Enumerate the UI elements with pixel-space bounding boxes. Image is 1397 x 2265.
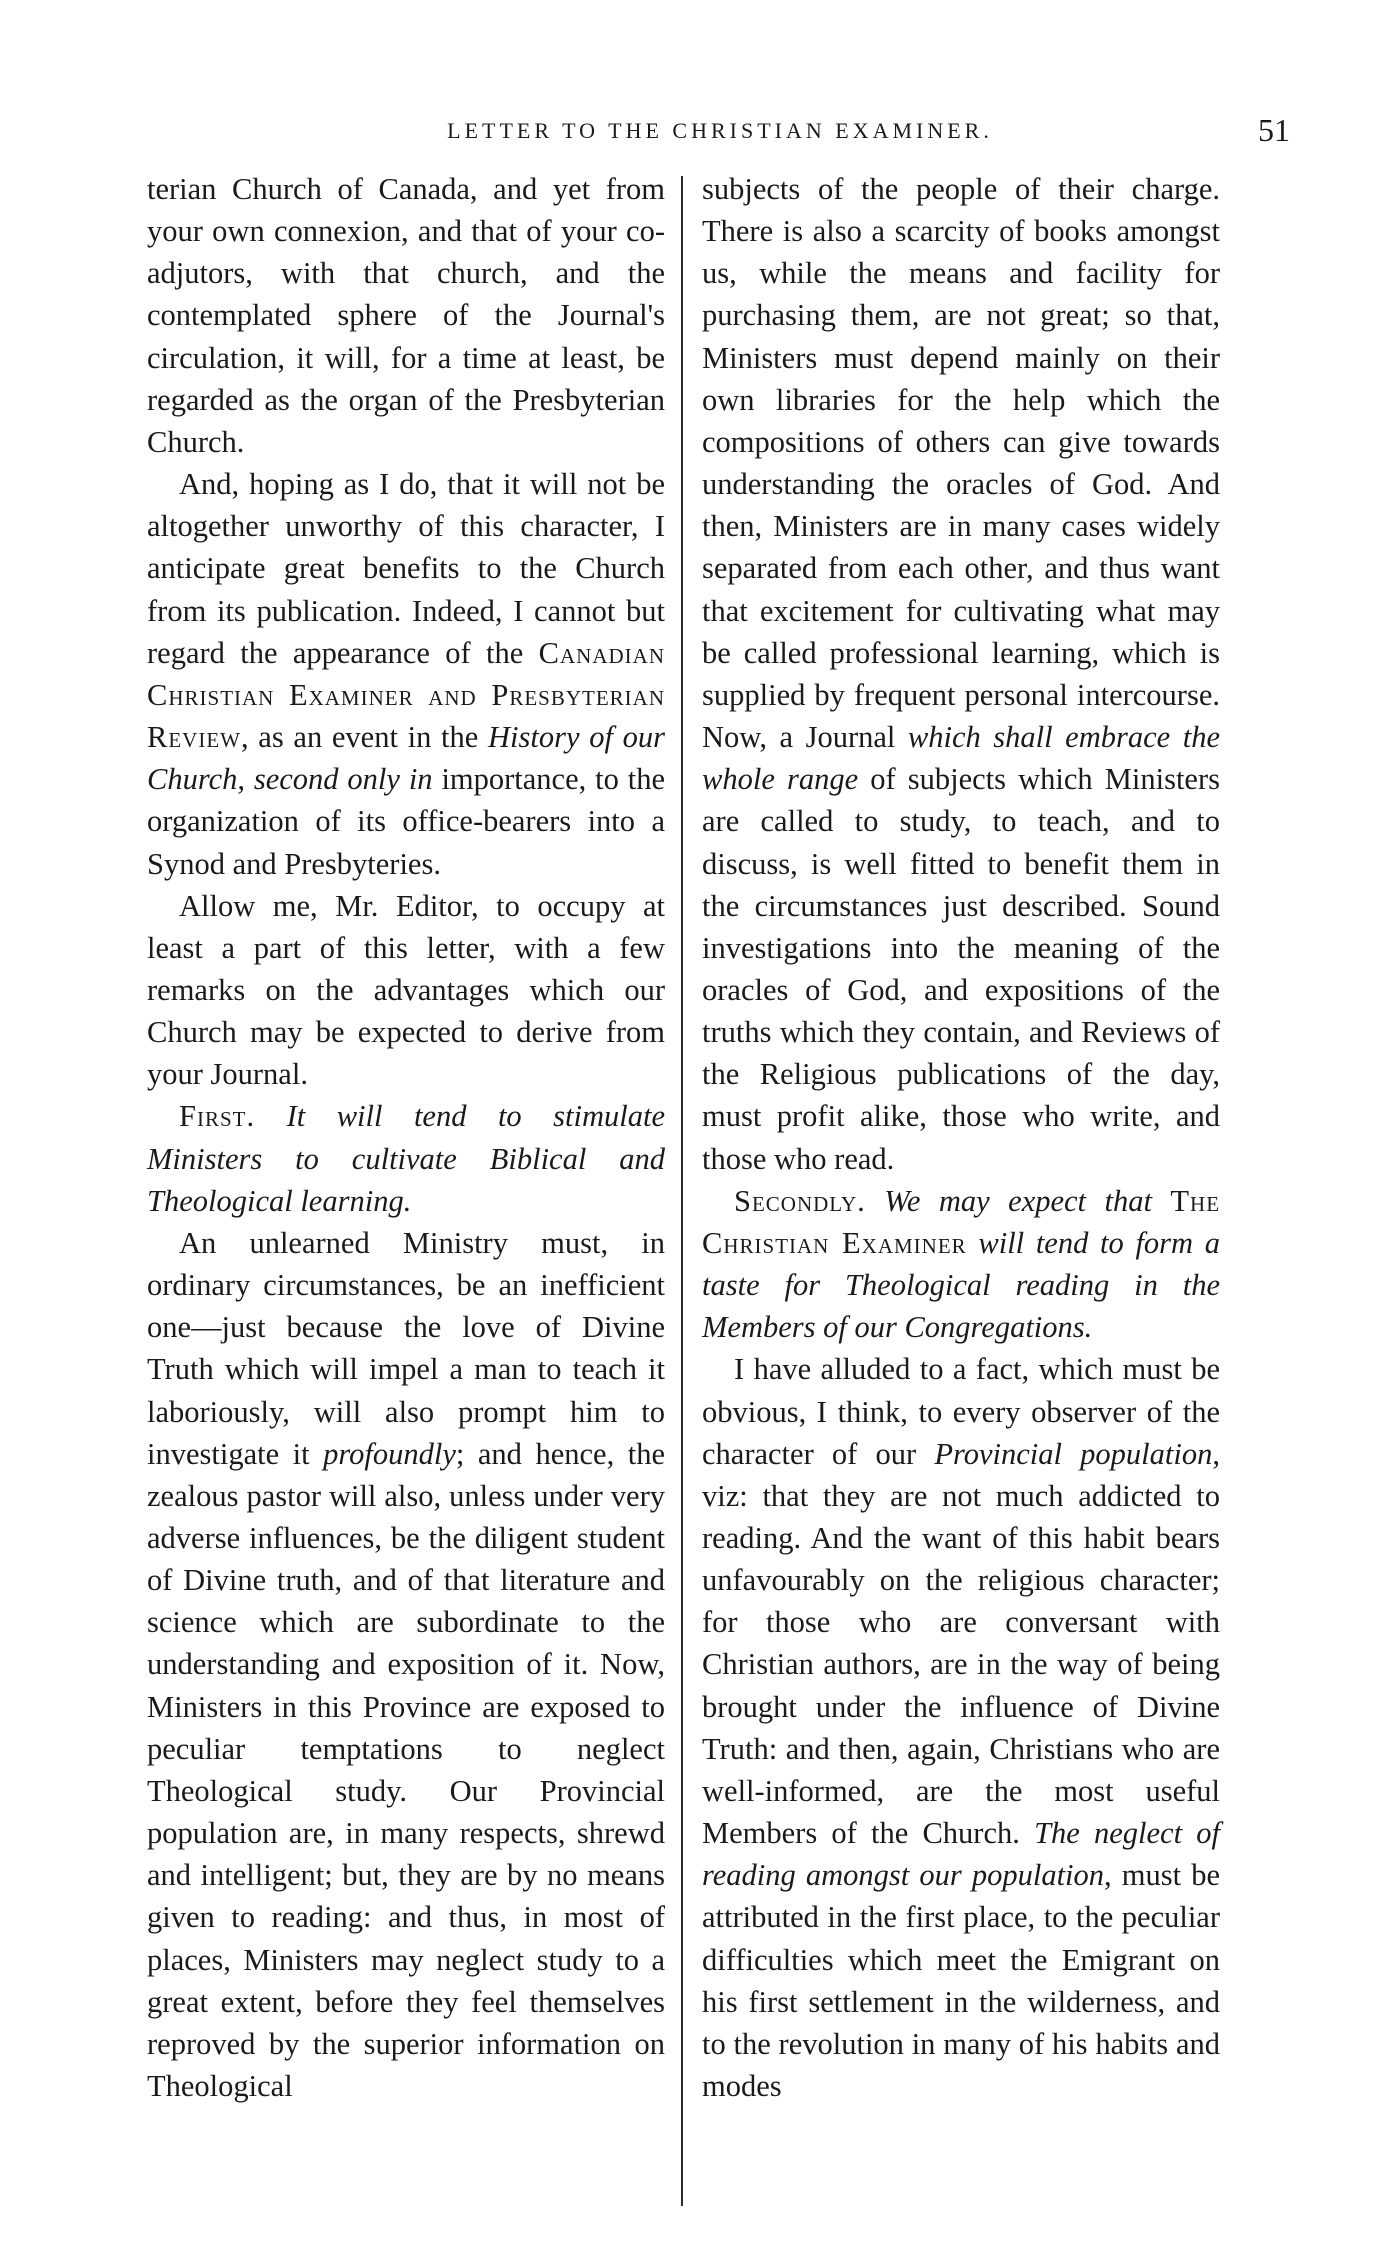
section-title-part: We may expect that <box>884 1183 1152 1218</box>
paragraph <box>147 1222 665 2107</box>
running-head <box>150 112 1290 152</box>
section-label: Secondly. <box>734 1183 866 1218</box>
section-title: It will tend to stimulate Ministers to cultivate Biblical and Theological learning. <box>147 1099 665 1218</box>
paragraph-text: of subjects which Ministers are called to study, to teach, and to discuss, is well fitted to benefit them in the circumstances just described. Sound investigations into the meaning of the oracles of God, and expositions of the truths which they contain, and Reviews of the Religious publications of the day, must profit alike, those who write, and those who read. <box>702 762 1220 1176</box>
paragraph-text: I have alluded to a fact, which must be obvious, I think, to every observer of the character of our <box>702 1352 1220 1471</box>
italic-phrase: Provincial population <box>934 1436 1213 1471</box>
italic-word: profoundly <box>323 1436 456 1471</box>
paragraph-text: importance, to the organization of its office-bearers into a Synod and Presbyteries. <box>147 762 665 881</box>
paragraph-continued <box>147 168 665 463</box>
section-label: First. <box>179 1099 256 1134</box>
paragraph-text: subjects of the people of their charge. There is also a scarcity of books amongst us, while the means and facility for purchasing them, are not great; so that, Ministers must depend mainly on their own libraries for the help which the compositions of others can give towards understanding the oracles of God. And then, Ministers are in many cases widely separated from each other, and thus want that excitement for cultivating what may be called professional learning, which is supplied by frequent personal intercourse. Now, a Journal <box>702 172 1220 755</box>
paragraph-text: , as an event in the <box>240 720 489 755</box>
section-title-part: will tend to form a taste for Theological reading in the Members of our Congregations. <box>702 1225 1221 1345</box>
italic-phrase: History of our Church, second only in <box>147 720 665 797</box>
paragraph-text: An unlearned Ministry must, in ordinary circumstances, be an inefficient one—just because the love of Divine Truth which will impel a man to teach it laboriously, will also prompt him to investigate it <box>147 1225 665 1471</box>
italic-phrase: The neglect of reading amongst our population <box>702 1816 1220 1893</box>
right-column <box>702 168 1220 2107</box>
paragraph-text: terian Church of Canada, and yet from your own connexion, and that of your co-adjutors, with that church, and the contemplated sphere of the Journal's circulation, it will, for a time at least, be regarded as the organ of the Presbyterian Church. <box>147 172 665 459</box>
section-heading-second <box>702 1180 1220 1349</box>
italic-phrase: which shall embrace the whole range <box>702 720 1220 797</box>
paragraph-text: , viz: that they are not much addicted to reading. And the want of this habit bears unfavourably on the religious character; for those who are conversant with Christian authors, are in the way of being brought under the influence of Divine Truth: and then, again, Christians who are well-informed, are the most useful Members of the Church. <box>702 1436 1220 1851</box>
paragraph <box>147 463 665 885</box>
paragraph-text: , must be attributed in the first place, to the peculiar difficulties which meet the Emigrant on his first settlement in the wilderness, and to the revolution in many of his habits and modes <box>702 1858 1220 2104</box>
journal-title: Canadian Christian Examiner and Presbyterian Review <box>147 635 665 755</box>
paragraph-text: And, hoping as I do, that it will not be altogether unworthy of this character, I anticipate great benefits to the Church from its publication. Indeed, I cannot but regard the appearance of the <box>147 467 665 670</box>
paragraph-text: Allow me, Mr. Editor, to occupy at least a part of this letter, with a few remarks on the advantages which our Church may be expected to derive from your Journal. <box>147 888 665 1092</box>
paragraph <box>702 1348 1220 2107</box>
paragraph <box>147 885 665 1096</box>
paragraph-text: ; and hence, the zealous pastor will also, unless under very adverse influences, be the diligent student of Divine truth, and of that literature and science which are subordinate to the understanding and exposition of it. Now, Ministers in this Province are exposed to peculiar temptations to neglect Theological study. Our Provincial population are, in many respects, shrewd and intelligent; but, they are by no means given to reading: and thus, in most of places, Ministers may neglect study to a great extent, before they feel themselves reproved by the superior information on Theological <box>147 1436 666 2104</box>
left-column <box>147 168 665 2107</box>
section-heading-first <box>147 1095 665 1221</box>
journal-title: The Christian Examiner <box>702 1183 1221 1260</box>
paragraph-continued <box>702 168 1220 1180</box>
running-title: LETTER TO THE CHRISTIAN EXAMINER. <box>447 118 993 143</box>
column-divider <box>681 176 683 2206</box>
page-number: 51 <box>1258 112 1290 148</box>
